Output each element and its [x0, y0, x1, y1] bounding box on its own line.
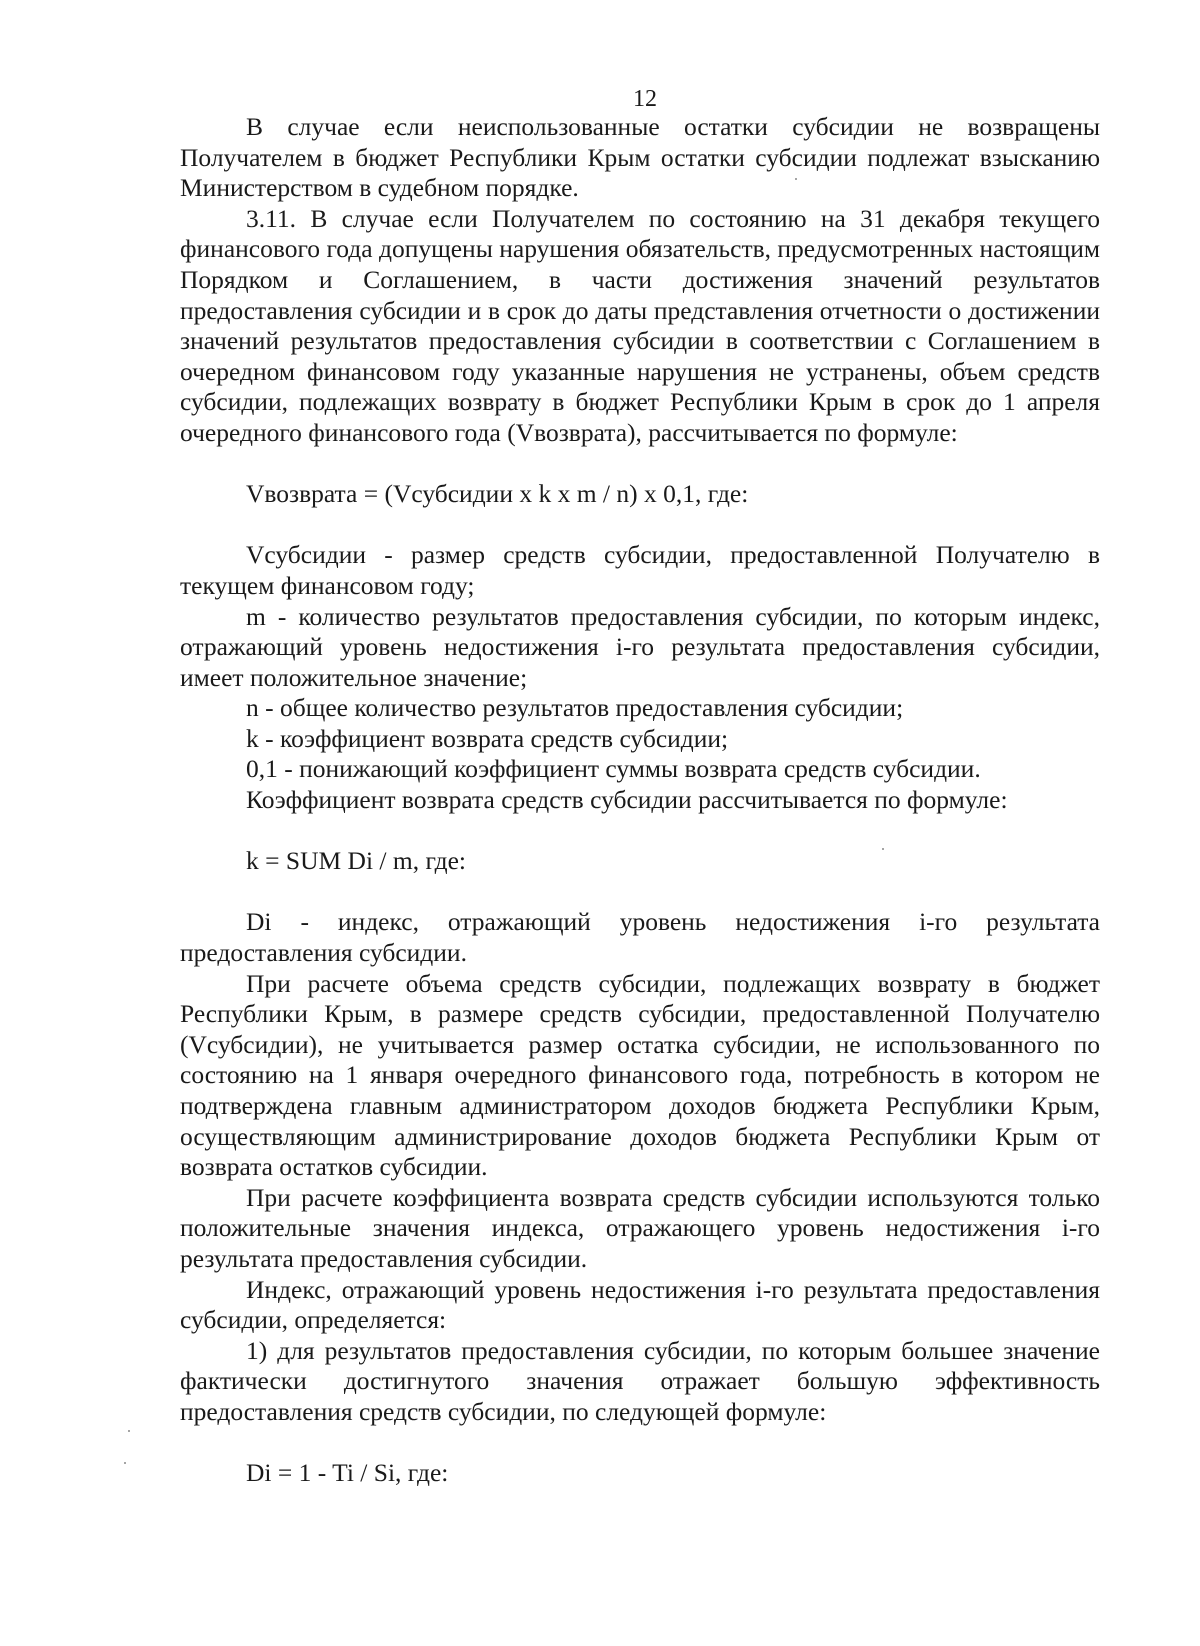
scan-speck: [795, 178, 797, 180]
formula-di: Di = 1 - Ti / Si, где:: [246, 1458, 449, 1488]
definition-di: Di - индекс, отражающий уровень недостижения i-го результата предоставления субсидии.: [180, 907, 1100, 968]
definition-k: k - коэффициент возврата средств субсидии;: [246, 723, 729, 753]
paragraph-k-formula-intro: Коэффициент возврата средств субсидии рассчитывается по формуле:: [246, 785, 1008, 815]
definition-m: m - количество результатов предоставления субсидии, по которым индекс, отражающий уровень недостижения i-го результата предоставления субсидии, имеет положительное значение;: [180, 601, 1100, 692]
scan-speck: [882, 848, 884, 850]
formula-k: k = SUM Di / m, где:: [246, 846, 467, 876]
formula-v-return: Vвозврата = (Vсубсидии x k x m / n) x 0,1, где:: [246, 479, 749, 509]
paragraph-unreturned-balances: В случае если неиспользованные остатки субсидии не возвращены Получателем в бюджет Республики Крым остатки субсидии подлежат взысканию Министерством в судебном порядке.: [180, 112, 1100, 203]
scan-speck: [128, 1430, 130, 1432]
paragraph-index-determined: Индекс, отражающий уровень недостижения i-го результата предоставления субсидии, определяется:: [180, 1274, 1100, 1335]
list-item-1: 1) для результатов предоставления субсидии, по которым большее значение фактически достигнутого значения отражает большую эффективность предоставления средств субсидии, по следующей формуле:: [180, 1335, 1100, 1426]
definition-n: n - общее количество результатов предоставления субсидии;: [246, 693, 904, 723]
paragraph-3-11: 3.11. В случае если Получателем по состоянию на 31 декабря текущего финансового года допущены нарушения обязательств, предусмотренных настоящим Порядком и Соглашением, в части достижения значений результатов предоставления субсидии и в срок до даты представления отчетности о достижении значений результатов предоставления субсидии в соответствии с Соглашением в очередном финансовом году указанные нарушения не устранены, объем средств субсидии, подлежащих возврату в бюджет Республики Крым в срок до 1 апреля очередного финансового года (Vвозврата), рассчитывается по формуле:: [180, 203, 1100, 447]
paragraph-positive-values: При расчете коэффициента возврата средств субсидии используются только положительные значения индекса, отражающего уровень недостижения i-го результата предоставления субсидии.: [180, 1182, 1100, 1273]
page-number: 12: [633, 86, 657, 112]
scan-speck: [124, 1462, 126, 1464]
paragraph-calculation-volume: При расчете объема средств субсидии, подлежащих возврату в бюджет Республики Крым, в размере средств субсидии, предоставленной Получателю (Vсубсидии), не учитывается размер остатка субсидии, не использованного по состоянию на 1 января очередного финансового года, потребность в котором не подтверждена главным администратором доходов бюджета Республики Крым, осуществляющим администрирование доходов бюджета Республики Крым от возврата остатков субсидии.: [180, 968, 1100, 1182]
definition-v-subsidy: Vсубсидии - размер средств субсидии, предоставленной Получателю в текущем финансовом году;: [180, 540, 1100, 600]
document-body: [180, 112, 1100, 1519]
definition-reduction-factor: 0,1 - понижающий коэффициент суммы возврата средств субсидии.: [246, 754, 981, 784]
